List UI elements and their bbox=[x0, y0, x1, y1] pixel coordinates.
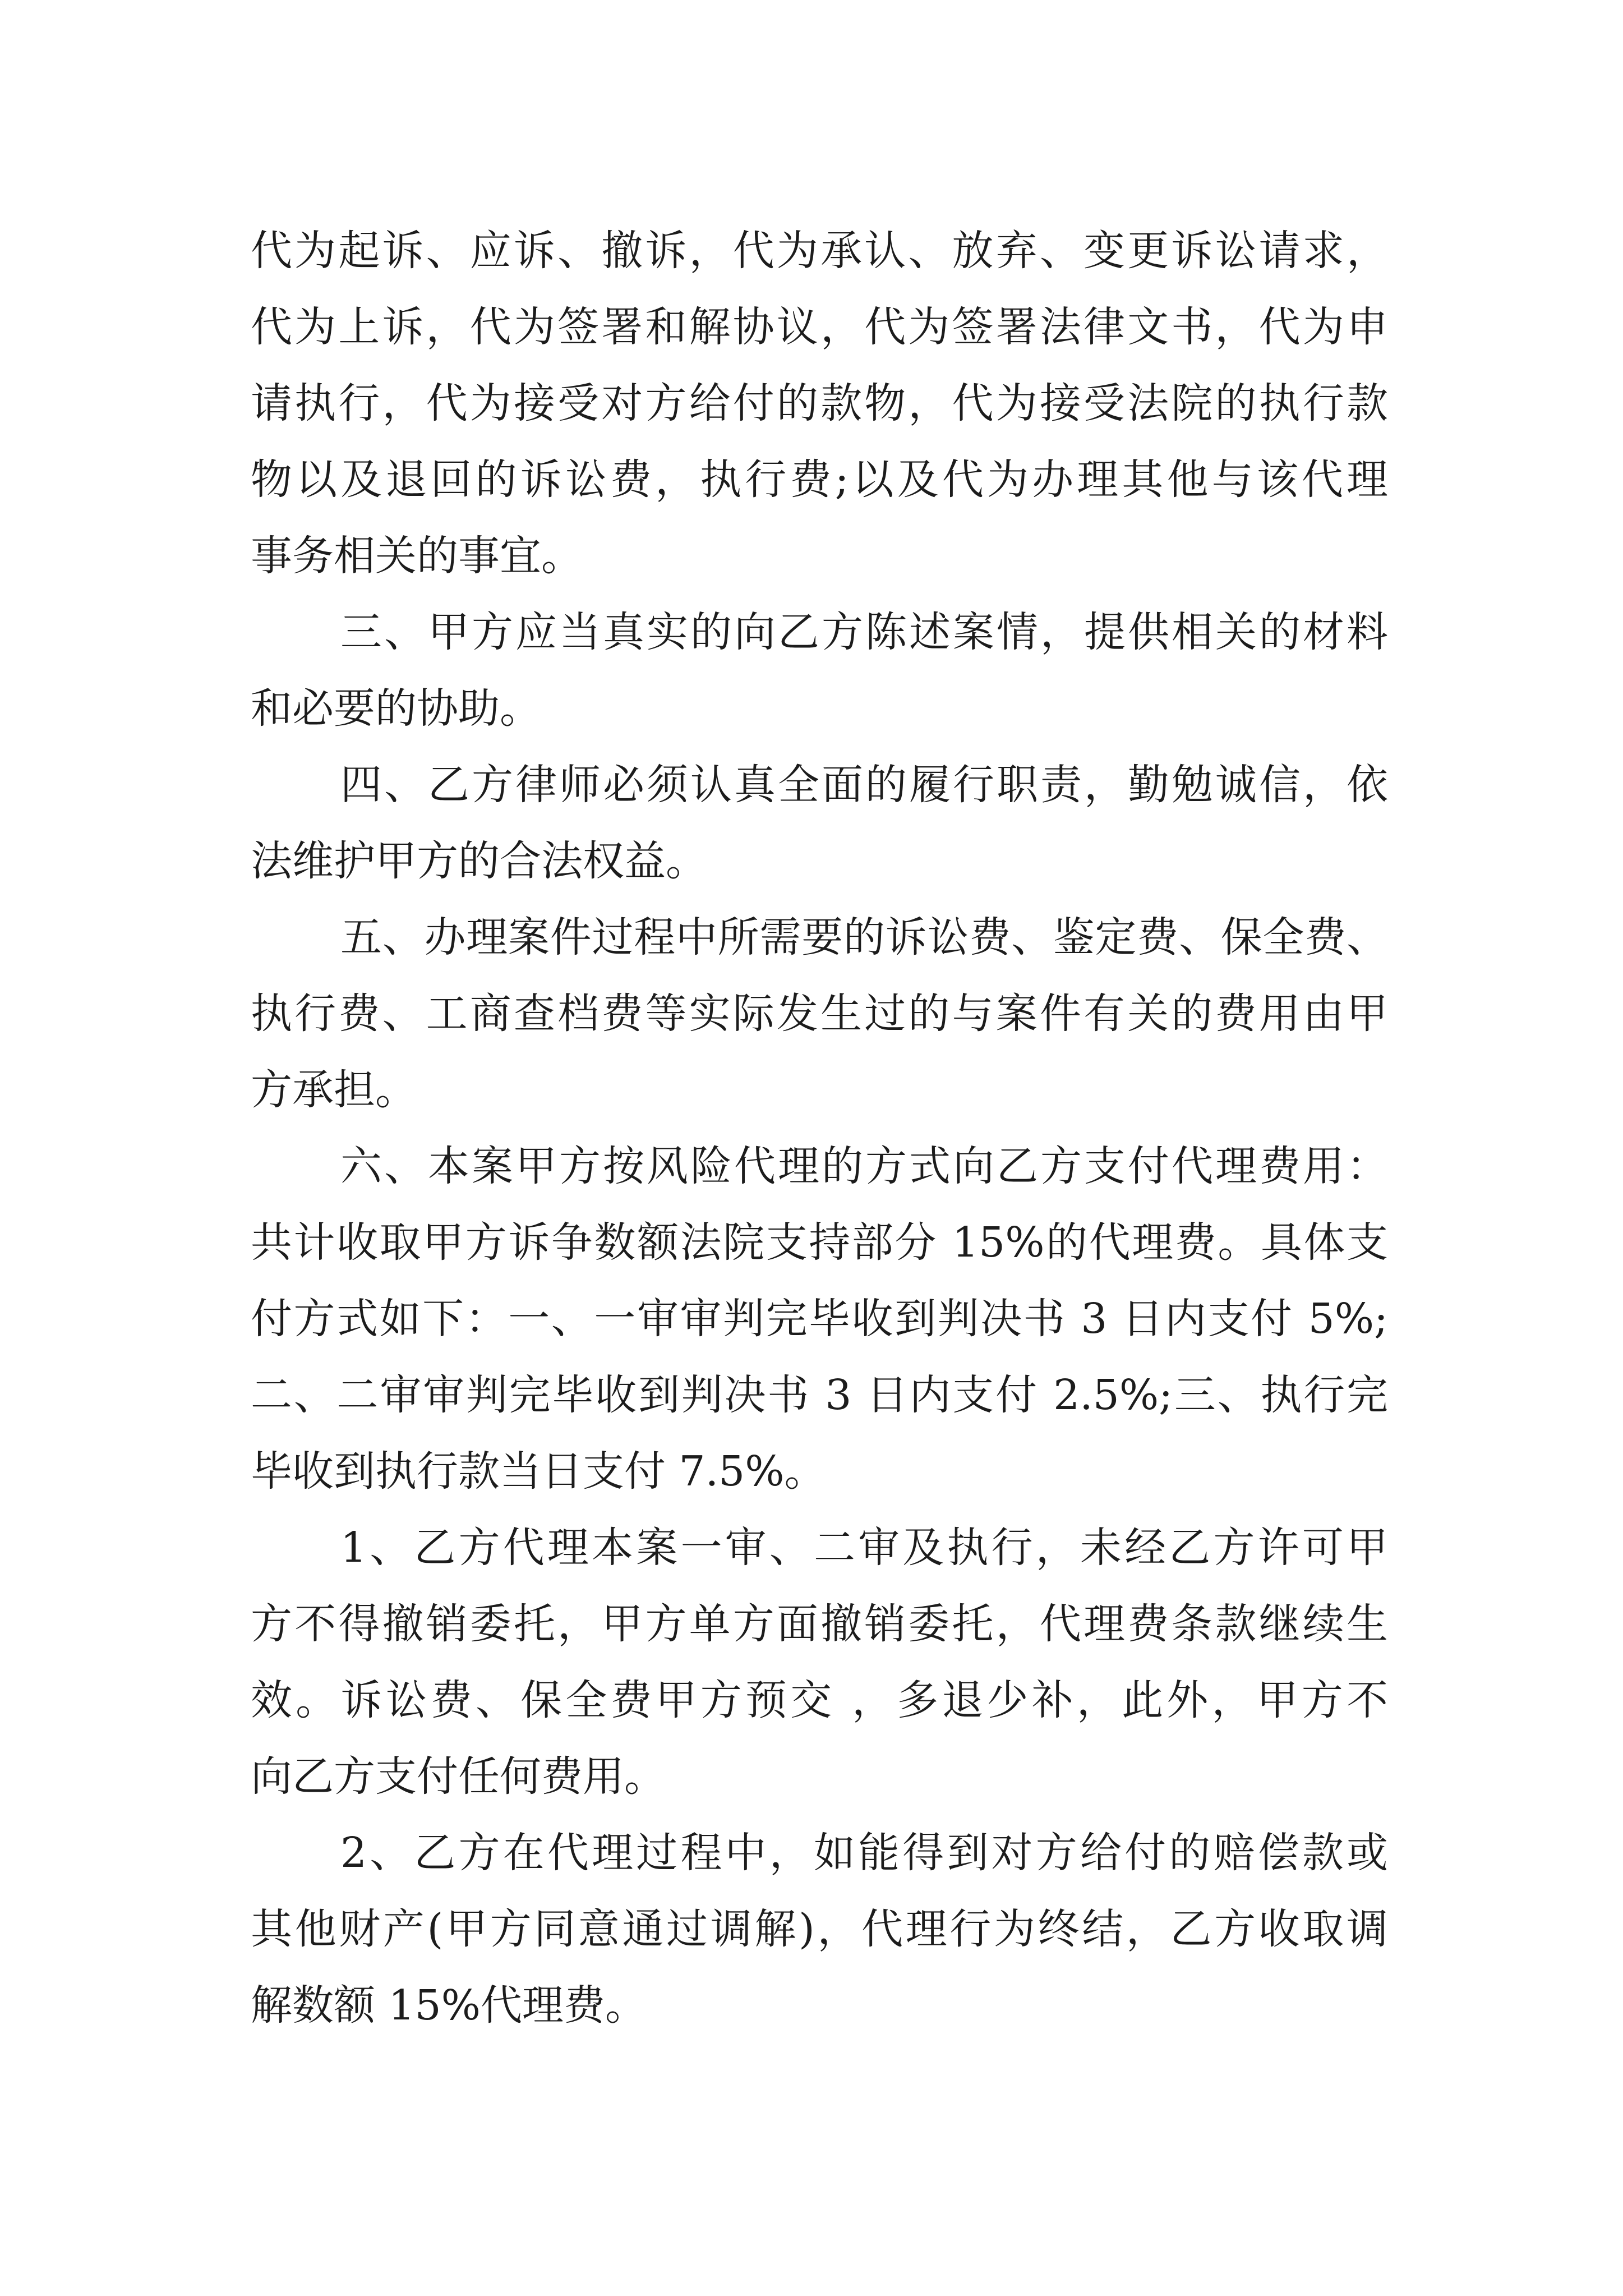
text-line: 六、本案甲方按风险代理的方式向乙方支付代理费用： bbox=[340, 1142, 1388, 1190]
text-line: 付方式如下：一、一审审判完毕收到判决书 3 日内支付 5%; bbox=[251, 1295, 1388, 1343]
text-line: 四、乙方律师必须认真全面的履行职责，勤勉诚信，依 bbox=[340, 761, 1388, 809]
text-line: 和必要的协助。 bbox=[251, 684, 541, 733]
paragraph bbox=[251, 1510, 1388, 1815]
document-body bbox=[251, 213, 1388, 2044]
text-line: 事务相关的事宜。 bbox=[251, 532, 583, 580]
text-line: 解数额 15%代理费。 bbox=[251, 1981, 647, 2030]
text-line: 方不得撤销委托，甲方单方面撤销委托，代理费条款继续生 bbox=[251, 1600, 1388, 1648]
paragraph bbox=[251, 899, 1388, 1128]
text-line: 法维护甲方的合法权益。 bbox=[251, 837, 707, 885]
text-line: 向乙方支付任何费用。 bbox=[251, 1752, 666, 1801]
text-line: 二、二审审判完毕收到判决书 3 日内支付 2.5%;三、执行完 bbox=[251, 1371, 1388, 1419]
text-line: 执行费、工商查档费等实际发生过的与案件有关的费用由甲 bbox=[251, 990, 1388, 1038]
text-line: 其他财产(甲方同意通过调解)，代理行为终结，乙方收取调 bbox=[251, 1905, 1388, 1953]
paragraph bbox=[251, 1128, 1388, 1510]
text-line: 效。诉讼费、保全费甲方预交 ，多退少补，此外，甲方不 bbox=[251, 1676, 1388, 1724]
paragraph bbox=[251, 594, 1388, 747]
paragraph bbox=[251, 213, 1388, 594]
text-line: 共计收取甲方诉争数额法院支持部分 15%的代理费。具体支 bbox=[251, 1218, 1388, 1267]
text-line: 毕收到执行款当日支付 7.5%。 bbox=[251, 1447, 826, 1496]
text-line: 三、甲方应当真实的向乙方陈述案情，提供相关的材料 bbox=[340, 608, 1388, 656]
text-line: 代为起诉、应诉、撤诉，代为承认、放弃、变更诉讼请求， bbox=[251, 227, 1388, 275]
text-line: 代为上诉，代为签署和解协议，代为签署法律文书，代为申 bbox=[251, 303, 1388, 351]
text-line: 五、办理案件过程中所需要的诉讼费、鉴定费、保全费、 bbox=[340, 913, 1388, 961]
paragraph bbox=[251, 1815, 1388, 2044]
paragraph bbox=[251, 747, 1388, 899]
text-line: 请执行，代为接受对方给付的款物，代为接受法院的执行款 bbox=[251, 379, 1388, 427]
text-line: 方承担。 bbox=[251, 1066, 417, 1114]
text-line: 2、乙方在代理过程中，如能得到对方给付的赔偿款或 bbox=[340, 1829, 1388, 1877]
text-line: 1、乙方代理本案一审、二审及执行，未经乙方许可甲 bbox=[340, 1524, 1388, 1572]
text-line: 物以及退回的诉讼费，执行费;以及代为办理其他与该代理 bbox=[251, 455, 1388, 504]
